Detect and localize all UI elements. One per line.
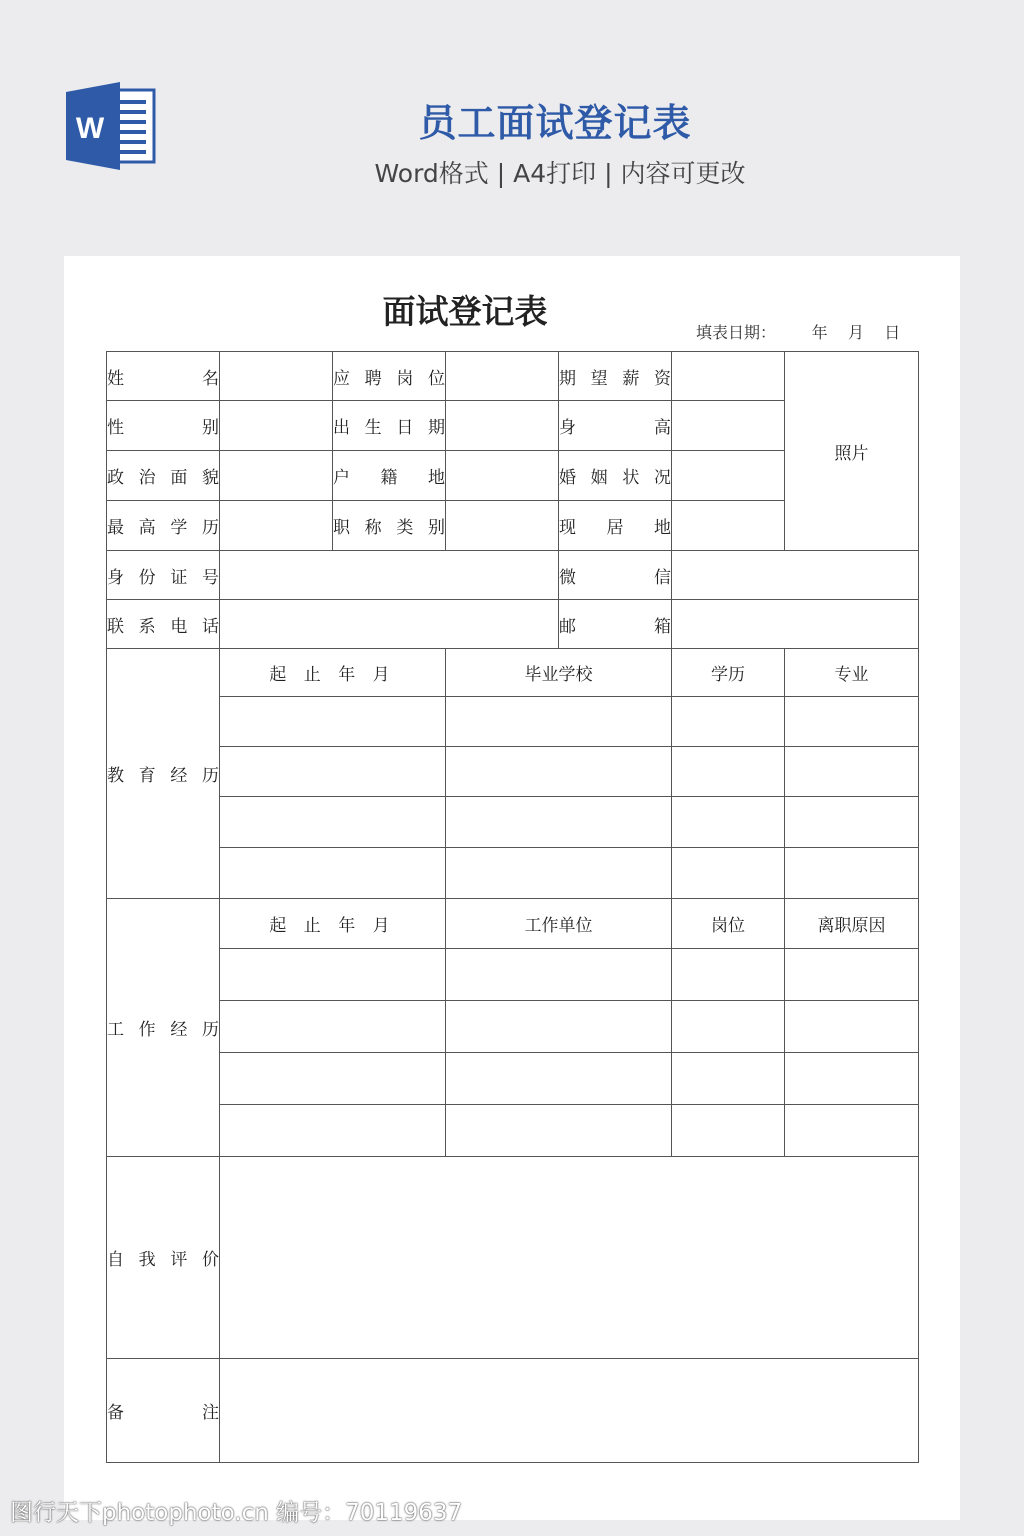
- watermark: 图行天下photophoto.cn 编号：70119637: [10, 1500, 463, 1526]
- id-number-label: 身份证号: [107, 551, 220, 600]
- position-field[interactable]: [446, 352, 559, 401]
- height-field[interactable]: [672, 401, 785, 451]
- title-level-field[interactable]: [446, 501, 559, 551]
- self-eval-label: 自我评价: [107, 1157, 220, 1359]
- phone-field[interactable]: [220, 600, 559, 649]
- position-label: 应聘岗位: [333, 352, 446, 401]
- edu-cell[interactable]: [785, 697, 919, 747]
- edu-cell[interactable]: [220, 747, 446, 797]
- title-level-label: 职称类别: [333, 501, 446, 551]
- fill-date-label: 填表日期： 年 月 日: [696, 323, 901, 342]
- name-field[interactable]: [220, 352, 333, 401]
- edu-cell[interactable]: [785, 747, 919, 797]
- work-cell[interactable]: [785, 1053, 919, 1105]
- email-field[interactable]: [672, 600, 919, 649]
- work-header-period: 起 止 年 月: [220, 899, 446, 949]
- education-level-field[interactable]: [220, 501, 333, 551]
- edu-cell[interactable]: [446, 747, 672, 797]
- residence-field[interactable]: [672, 501, 785, 551]
- work-cell[interactable]: [446, 949, 672, 1001]
- height-label: 身高: [559, 401, 672, 451]
- edu-cell[interactable]: [220, 797, 446, 848]
- hukou-field[interactable]: [446, 451, 559, 501]
- name-label: 姓名: [107, 352, 220, 401]
- edu-cell[interactable]: [785, 848, 919, 899]
- phone-label: 联系电话: [107, 600, 220, 649]
- word-logo-icon: [64, 82, 156, 170]
- edu-cell[interactable]: [672, 747, 785, 797]
- interview-form-table: [106, 351, 919, 1463]
- edu-cell[interactable]: [446, 697, 672, 747]
- edu-header-degree: 学历: [672, 649, 785, 697]
- work-cell[interactable]: [672, 1001, 785, 1053]
- edu-cell[interactable]: [220, 697, 446, 747]
- residence-label: 现居地: [559, 501, 672, 551]
- birth-label: 出生日期: [333, 401, 446, 451]
- wechat-label: 微信: [559, 551, 672, 600]
- work-cell[interactable]: [220, 1053, 446, 1105]
- work-cell[interactable]: [446, 1053, 672, 1105]
- edu-cell[interactable]: [672, 797, 785, 848]
- remarks-label: 备注: [107, 1359, 220, 1463]
- work-header-company: 工作单位: [446, 899, 672, 949]
- gender-label: 性别: [107, 401, 220, 451]
- salary-label: 期望薪资: [559, 352, 672, 401]
- edu-cell[interactable]: [446, 797, 672, 848]
- marital-field[interactable]: [672, 451, 785, 501]
- edu-header-school: 毕业学校: [446, 649, 672, 697]
- work-cell[interactable]: [672, 949, 785, 1001]
- work-cell[interactable]: [672, 1053, 785, 1105]
- education-section-label: 教育经历: [107, 649, 220, 899]
- education-level-label: 最高学历: [107, 501, 220, 551]
- work-header-post: 岗位: [672, 899, 785, 949]
- edu-cell[interactable]: [446, 848, 672, 899]
- salary-field[interactable]: [672, 352, 785, 401]
- politics-label: 政治面貌: [107, 451, 220, 501]
- banner-title: 员工面试登记表: [418, 101, 692, 145]
- work-section-label: 工作经历: [107, 899, 220, 1157]
- work-cell[interactable]: [785, 1105, 919, 1157]
- marital-label: 婚姻状况: [559, 451, 672, 501]
- edu-header-period: 起 止 年 月: [220, 649, 446, 697]
- edu-cell[interactable]: [672, 697, 785, 747]
- edu-header-major: 专业: [785, 649, 919, 697]
- work-header-reason: 离职原因: [785, 899, 919, 949]
- work-cell[interactable]: [672, 1105, 785, 1157]
- work-cell[interactable]: [220, 1105, 446, 1157]
- work-cell[interactable]: [785, 1001, 919, 1053]
- id-number-field[interactable]: [220, 551, 559, 600]
- work-cell[interactable]: [220, 1001, 446, 1053]
- form-title: 面试登记表: [382, 292, 548, 331]
- edu-cell[interactable]: [220, 848, 446, 899]
- banner-subtitle: Word格式 | A4打印 | 内容可更改: [374, 159, 746, 188]
- self-eval-field[interactable]: [220, 1157, 919, 1359]
- hukou-label: 户籍地: [333, 451, 446, 501]
- photo-box[interactable]: 照片: [785, 352, 919, 551]
- email-label: 邮箱: [559, 600, 672, 649]
- edu-cell[interactable]: [672, 848, 785, 899]
- work-cell[interactable]: [446, 1001, 672, 1053]
- politics-field[interactable]: [220, 451, 333, 501]
- gender-field[interactable]: [220, 401, 333, 451]
- work-cell[interactable]: [785, 949, 919, 1001]
- logo-letter: W: [75, 112, 105, 145]
- birth-field[interactable]: [446, 401, 559, 451]
- remarks-field[interactable]: [220, 1359, 919, 1463]
- wechat-field[interactable]: [672, 551, 919, 600]
- edu-cell[interactable]: [785, 797, 919, 848]
- work-cell[interactable]: [220, 949, 446, 1001]
- work-cell[interactable]: [446, 1105, 672, 1157]
